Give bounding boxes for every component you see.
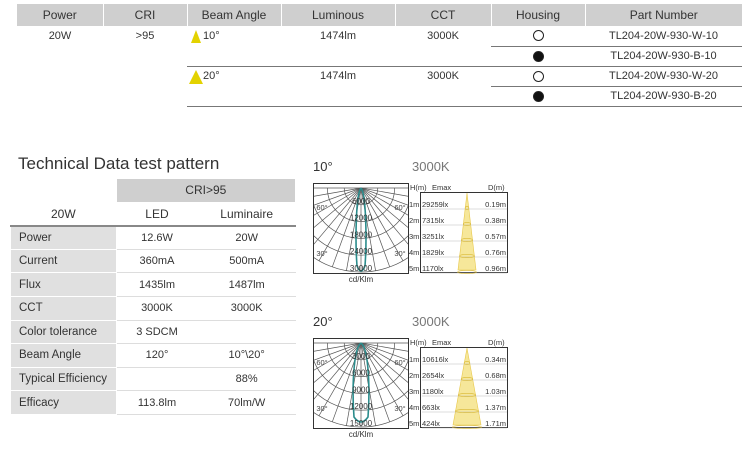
tech-led-header: LED	[116, 202, 198, 226]
spec-row	[17, 26, 742, 46]
tech-row-label: Efficacy	[11, 391, 117, 415]
phot-20-title: 20°	[313, 314, 333, 329]
beam-emax-value: 1829lx	[422, 248, 445, 257]
tech-row-label: Beam Angle	[11, 344, 117, 368]
polar-scale-label: 24000	[349, 247, 373, 257]
spec-header-cct: CCT	[395, 4, 491, 26]
beam-emax-value: 7315lx	[422, 216, 445, 225]
polar-angle-label: 30°	[394, 249, 406, 258]
polar-scale-label: 18000	[349, 230, 373, 240]
spec-part: TL204-20W-930-W-20	[585, 66, 742, 86]
beam-height-label: 4m	[409, 248, 420, 257]
black-housing-icon	[533, 91, 544, 102]
polar-angle-label: 60°	[316, 203, 328, 212]
spec-row	[17, 66, 742, 86]
tech-row	[11, 226, 296, 250]
polar-scale-label: 30000	[349, 264, 373, 273]
beam-emax-value: 424lx	[422, 419, 440, 428]
tech-led-value: 3000K	[116, 296, 198, 320]
polar-scale-label: 12000	[349, 213, 373, 223]
beam-diameter-value: 0.34m	[485, 355, 506, 364]
beam-height-label: 3m	[409, 387, 420, 396]
white-housing-icon	[533, 71, 544, 82]
beam-diameter-value: 1.03m	[485, 387, 506, 396]
spec-cri: >95	[135, 30, 155, 42]
tech-row	[11, 249, 296, 273]
tech-luminaire-header: Luminaire	[198, 202, 296, 226]
beam-diameter-header: D(m)	[488, 338, 505, 347]
tech-cri-header: CRI>95	[116, 179, 295, 203]
beam-height-label: 3m	[409, 232, 420, 241]
polar-scale-label: 15000	[349, 419, 373, 428]
spec-cct: 3000K	[427, 70, 459, 83]
beam-height-label: 1m	[409, 200, 420, 209]
tech-luminaire-value: 70lm/W	[198, 391, 296, 415]
black-housing-icon	[533, 51, 544, 62]
tech-luminaire-value: 10°\20°	[198, 344, 296, 368]
spec-header-cri: CRI	[103, 4, 187, 26]
beam-emax-value: 10616lx	[422, 355, 449, 364]
tech-row-label: Flux	[11, 273, 117, 297]
tech-luminaire-value	[198, 320, 296, 344]
spec-row	[17, 46, 742, 66]
spec-beam-value: 20°	[203, 70, 220, 83]
phot-10-title: 10°	[313, 159, 333, 174]
spec-housing	[491, 46, 585, 66]
tech-luminaire-value: 1487lm	[198, 273, 296, 297]
spec-header-housing: Housing	[491, 4, 585, 26]
tech-row	[11, 367, 296, 391]
spec-header-row	[17, 4, 742, 26]
tech-led-value: 120°	[116, 344, 198, 368]
spec-part: TL204-20W-930-B-20	[585, 86, 742, 106]
tech-row	[11, 320, 296, 344]
beam-diameter-value: 0.68m	[485, 371, 506, 380]
tech-luminaire-value: 500mA	[198, 249, 296, 273]
tech-led-value: 113.8lm	[116, 391, 198, 415]
tech-luminaire-value: 88%	[198, 367, 296, 391]
tech-row	[11, 296, 296, 320]
tech-led-value: 12.6W	[116, 226, 198, 250]
tech-row	[11, 391, 296, 415]
spec-housing	[491, 66, 585, 86]
polar-scale-label: 6000	[352, 368, 370, 378]
spec-cct: 3000K	[427, 30, 459, 42]
beam-spread-panel-10	[408, 183, 508, 275]
beam-diameter-value: 0.38m	[485, 216, 506, 225]
beam-diameter-value: 0.19m	[485, 200, 506, 209]
polar-scale-label: 12000	[349, 402, 373, 412]
beam-height-label: 2m	[409, 216, 420, 225]
beam-diameter-value: 1.37m	[485, 403, 506, 412]
spec-housing	[491, 26, 585, 46]
beam-emax-value: 29259lx	[422, 200, 449, 209]
polar-scale-label: 9000	[352, 385, 370, 395]
beam-diameter-value: 1.71m	[485, 419, 506, 428]
spec-header-part: Part Number	[585, 4, 742, 26]
tech-row-label: Color tolerance	[11, 320, 117, 344]
beam-height-label: 4m	[409, 403, 420, 412]
tech-data-table	[10, 178, 296, 415]
beam-emax-header: Emax	[432, 338, 452, 347]
polar-unit-label: cd/Klm	[348, 430, 374, 439]
tech-led-value: 3 SDCM	[116, 320, 198, 344]
beam-diameter-value: 0.96m	[485, 264, 506, 273]
beam-spread-panel-20	[408, 338, 508, 430]
spec-header-power: Power	[17, 4, 103, 26]
tech-row	[11, 344, 296, 368]
tech-led-value: 360mA	[116, 249, 198, 273]
polar-angle-label: 30°	[316, 404, 328, 413]
spec-luminous: 1474lm	[319, 70, 357, 83]
beam-emax-value: 663lx	[422, 403, 440, 412]
spec-table	[17, 4, 742, 107]
spec-header-beam: Beam Angle	[187, 4, 281, 26]
tech-cri-row	[11, 179, 296, 203]
spec-beam-20	[187, 66, 281, 86]
beam-cone-icon	[191, 30, 201, 43]
tech-row-label: CCT	[11, 296, 117, 320]
beam-height-label: 5m	[409, 264, 420, 273]
tech-header-row	[11, 202, 296, 226]
polar-diagram-10	[313, 183, 409, 285]
beam-emax-value: 2654lx	[422, 371, 445, 380]
tech-row-label: Current	[11, 249, 117, 273]
phot-20-cct: 3000K	[412, 314, 450, 329]
tech-luminaire-value: 3000K	[198, 296, 296, 320]
beam-emax-value: 1170lx	[422, 264, 444, 273]
spec-header-luminous: Luminous	[281, 4, 395, 26]
tech-row-label: Typical Efficiency	[11, 367, 117, 391]
beam-height-header: H(m)	[410, 183, 427, 192]
beam-height-label: 1m	[409, 355, 420, 364]
spec-power: 20W	[48, 30, 72, 42]
beam-cone-icon	[189, 70, 203, 84]
polar-angle-label: 60°	[394, 358, 406, 367]
tech-led-value: 1435lm	[116, 273, 198, 297]
beam-height-label: 2m	[409, 371, 420, 380]
beam-height-label: 5m	[409, 419, 420, 428]
polar-angle-label: 30°	[394, 404, 406, 413]
spec-row	[17, 86, 742, 106]
beam-emax-value: 3251lx	[422, 232, 445, 241]
beam-emax-header: Emax	[432, 183, 452, 192]
tech-data-title: Technical Data test pattern	[18, 154, 220, 173]
polar-scale-label: 6000	[352, 196, 370, 206]
spec-housing	[491, 86, 585, 106]
beam-diameter-header: D(m)	[488, 183, 505, 192]
tech-row-label: Power	[11, 226, 117, 250]
tech-power-header: 20W	[11, 202, 117, 226]
white-housing-icon	[533, 30, 544, 41]
beam-diameter-value: 0.76m	[485, 248, 506, 257]
tech-row	[11, 273, 296, 297]
polar-angle-label: 60°	[316, 358, 328, 367]
spec-beam-value: 10°	[203, 30, 220, 42]
phot-10-cct: 3000K	[412, 159, 450, 174]
polar-angle-label: 30°	[316, 249, 328, 258]
tech-led-value	[116, 367, 198, 391]
beam-diameter-value: 0.57m	[485, 232, 506, 241]
spec-luminous: 1474lm	[319, 30, 357, 42]
beam-emax-value: 1180lx	[422, 387, 444, 396]
tech-luminaire-value: 20W	[198, 226, 296, 250]
spec-beam-10	[187, 26, 281, 46]
spec-part: TL204-20W-930-B-10	[585, 46, 742, 66]
beam-height-header: H(m)	[410, 338, 427, 347]
polar-diagram-20	[313, 338, 409, 440]
polar-angle-label: 60°	[394, 203, 406, 212]
polar-scale-label: 3000	[352, 351, 370, 361]
spec-part: TL204-20W-930-W-10	[585, 26, 742, 46]
polar-unit-label: cd/Klm	[348, 275, 374, 284]
